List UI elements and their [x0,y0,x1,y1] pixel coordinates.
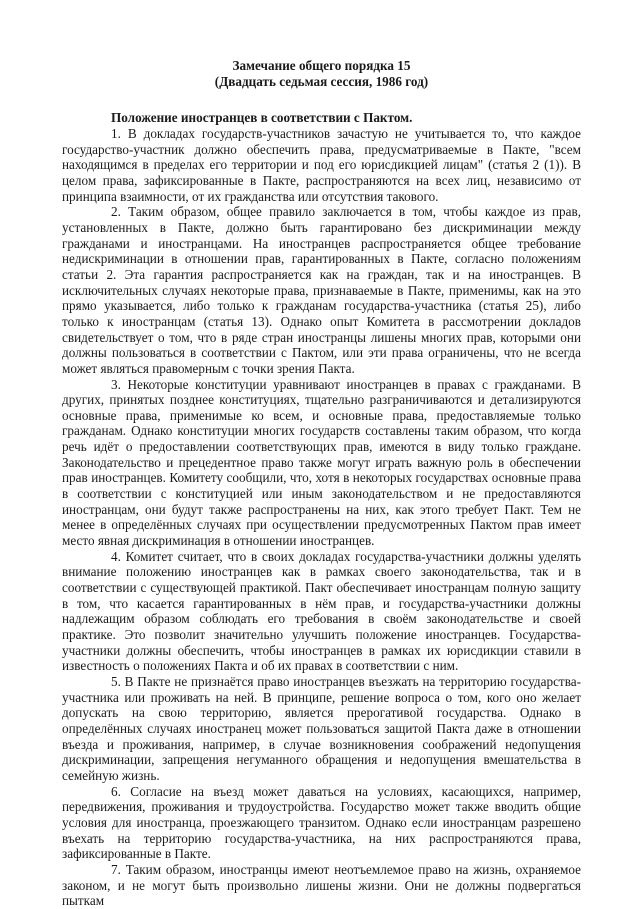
paragraph-4: 4. Комитет считает, что в своих докладах государства-участники должны уделять внимание положению иностранцев как в рамках своего законодательства, так и в соответствии с существующей практикой. Пакт обеспечивает иностранцам полную защиту в том, что касается гарантированных в нём прав, и государства-участники должны надлежащим образом соблюдать его требования в своём законодательстве и своей практике. Это позволит значительно улучшить положение иностранцев. Государства-участники должны обеспечить, чтобы иностранцев в рамках их юрисдикции ставили в известность о положениях Пакта и об их правах в соответствии с ним. [62,548,581,674]
paragraph-3: 3. Некоторые конституции уравнивают иностранцев в правах с гражданами. В других, принятых позднее конституциях, тщательно разграничиваются и детализируются основные права, применимые ко всем, и основные права, предоставляемые только гражданам. Однако конституции многих государств составлены таким образом, что когда речь идёт о предоставлении соответствующих прав, имеются в виду только граждане. Законодательство и прецедентное право также могут играть важную роль в обеспечении прав иностранцев. Комитету сообщили, что, хотя в некоторых государствах основные права в соответствии с конституцией или иным законодательством и не предоставляются иностранцам, они будут также распространены на них, как этого требует Пакт. Тем не менее в определённых случаях при осуществлении предусмотренных Пактом прав имеет место явная дискриминация в отношении иностранцев. [62,376,581,549]
paragraph-5: 5. В Пакте не признаётся право иностранцев въезжать на территорию государства-участника или проживать на ней. В принципе, решение вопроса о том, кого оно желает допускать на свою территорию, является прерогативой государства. Однако в определённых случаях иностранец может пользоваться защитой Пакта даже в отношении въезда и проживания, например, в случае возникновения соображений недопущения дискриминации, запрещения негуманного обращения и недопущения вмешательства в семейную жизнь. [62,673,581,783]
paragraph-7: 7. Таким образом, иностранцы имеют неотъемлемое право на жизнь, охраняемое законом, и не могут быть произвольно лишены жизни. Они не должны подвергаться пыткам [62,861,581,909]
document-title: Замечание общего порядка 15 [232,58,411,73]
section-heading: Положение иностранцев в соответствии с Пактом. [111,110,413,125]
paragraph-6: 6. Согласие на въезд может даваться на условиях, касающихся, например, передвижения, проживания и трудоустройства. Государство может также вводить общие условия для иностранца, проезжающего транзитом. Однако если иностранцам разрешено въехать на территорию государства-участника, на них распространяются права, зафиксированные в Пакте. [62,783,581,862]
paragraph-2: 2. Таким образом, общее правило заключается в том, чтобы каждое из прав, установленных в Пакте, должно быть гарантировано без дискриминации между гражданами и иностранцами. На иностранцев распространяется общее требование недискриминации в отношении прав, гарантированных в Пакте, согласно положениям статьи 2. Эта гарантия распространяется как на граждан, так и на иностранцев. В исключительных случаях некоторые права, признаваемые в Пакте, применимы, как на это прямо указывается, либо только к гражданам государства-участника (статья 25), либо только к иностранцам (статья 13). Однако опыт Комитета в рассмотрении докладов свидетельствует о том, что в ряде стран иностранцы лишены многих прав, которыми они должны пользоваться в соответствии с Пактом, или эти права ограничены, что не всегда может являться правомерным с точки зрения Пакта. [62,204,581,376]
document-subtitle: (Двадцать седьмая сессия, 1986 год) [214,74,429,89]
paragraph-1: 1. В докладах государств-участников зачастую не учитывается то, что каждое государство-участник должно обеспечить права, предусматриваемые в Пакте, "всем находящимся в пределах его территории и под его юрисдикцией лицам" (статья 2 (1)). В целом права, зафиксированные в Пакте, распространяются на всех лиц, независимо от принципа взаимности, от их гражданства или отсутствия такового. [62,126,581,204]
document-page [62,58,581,909]
